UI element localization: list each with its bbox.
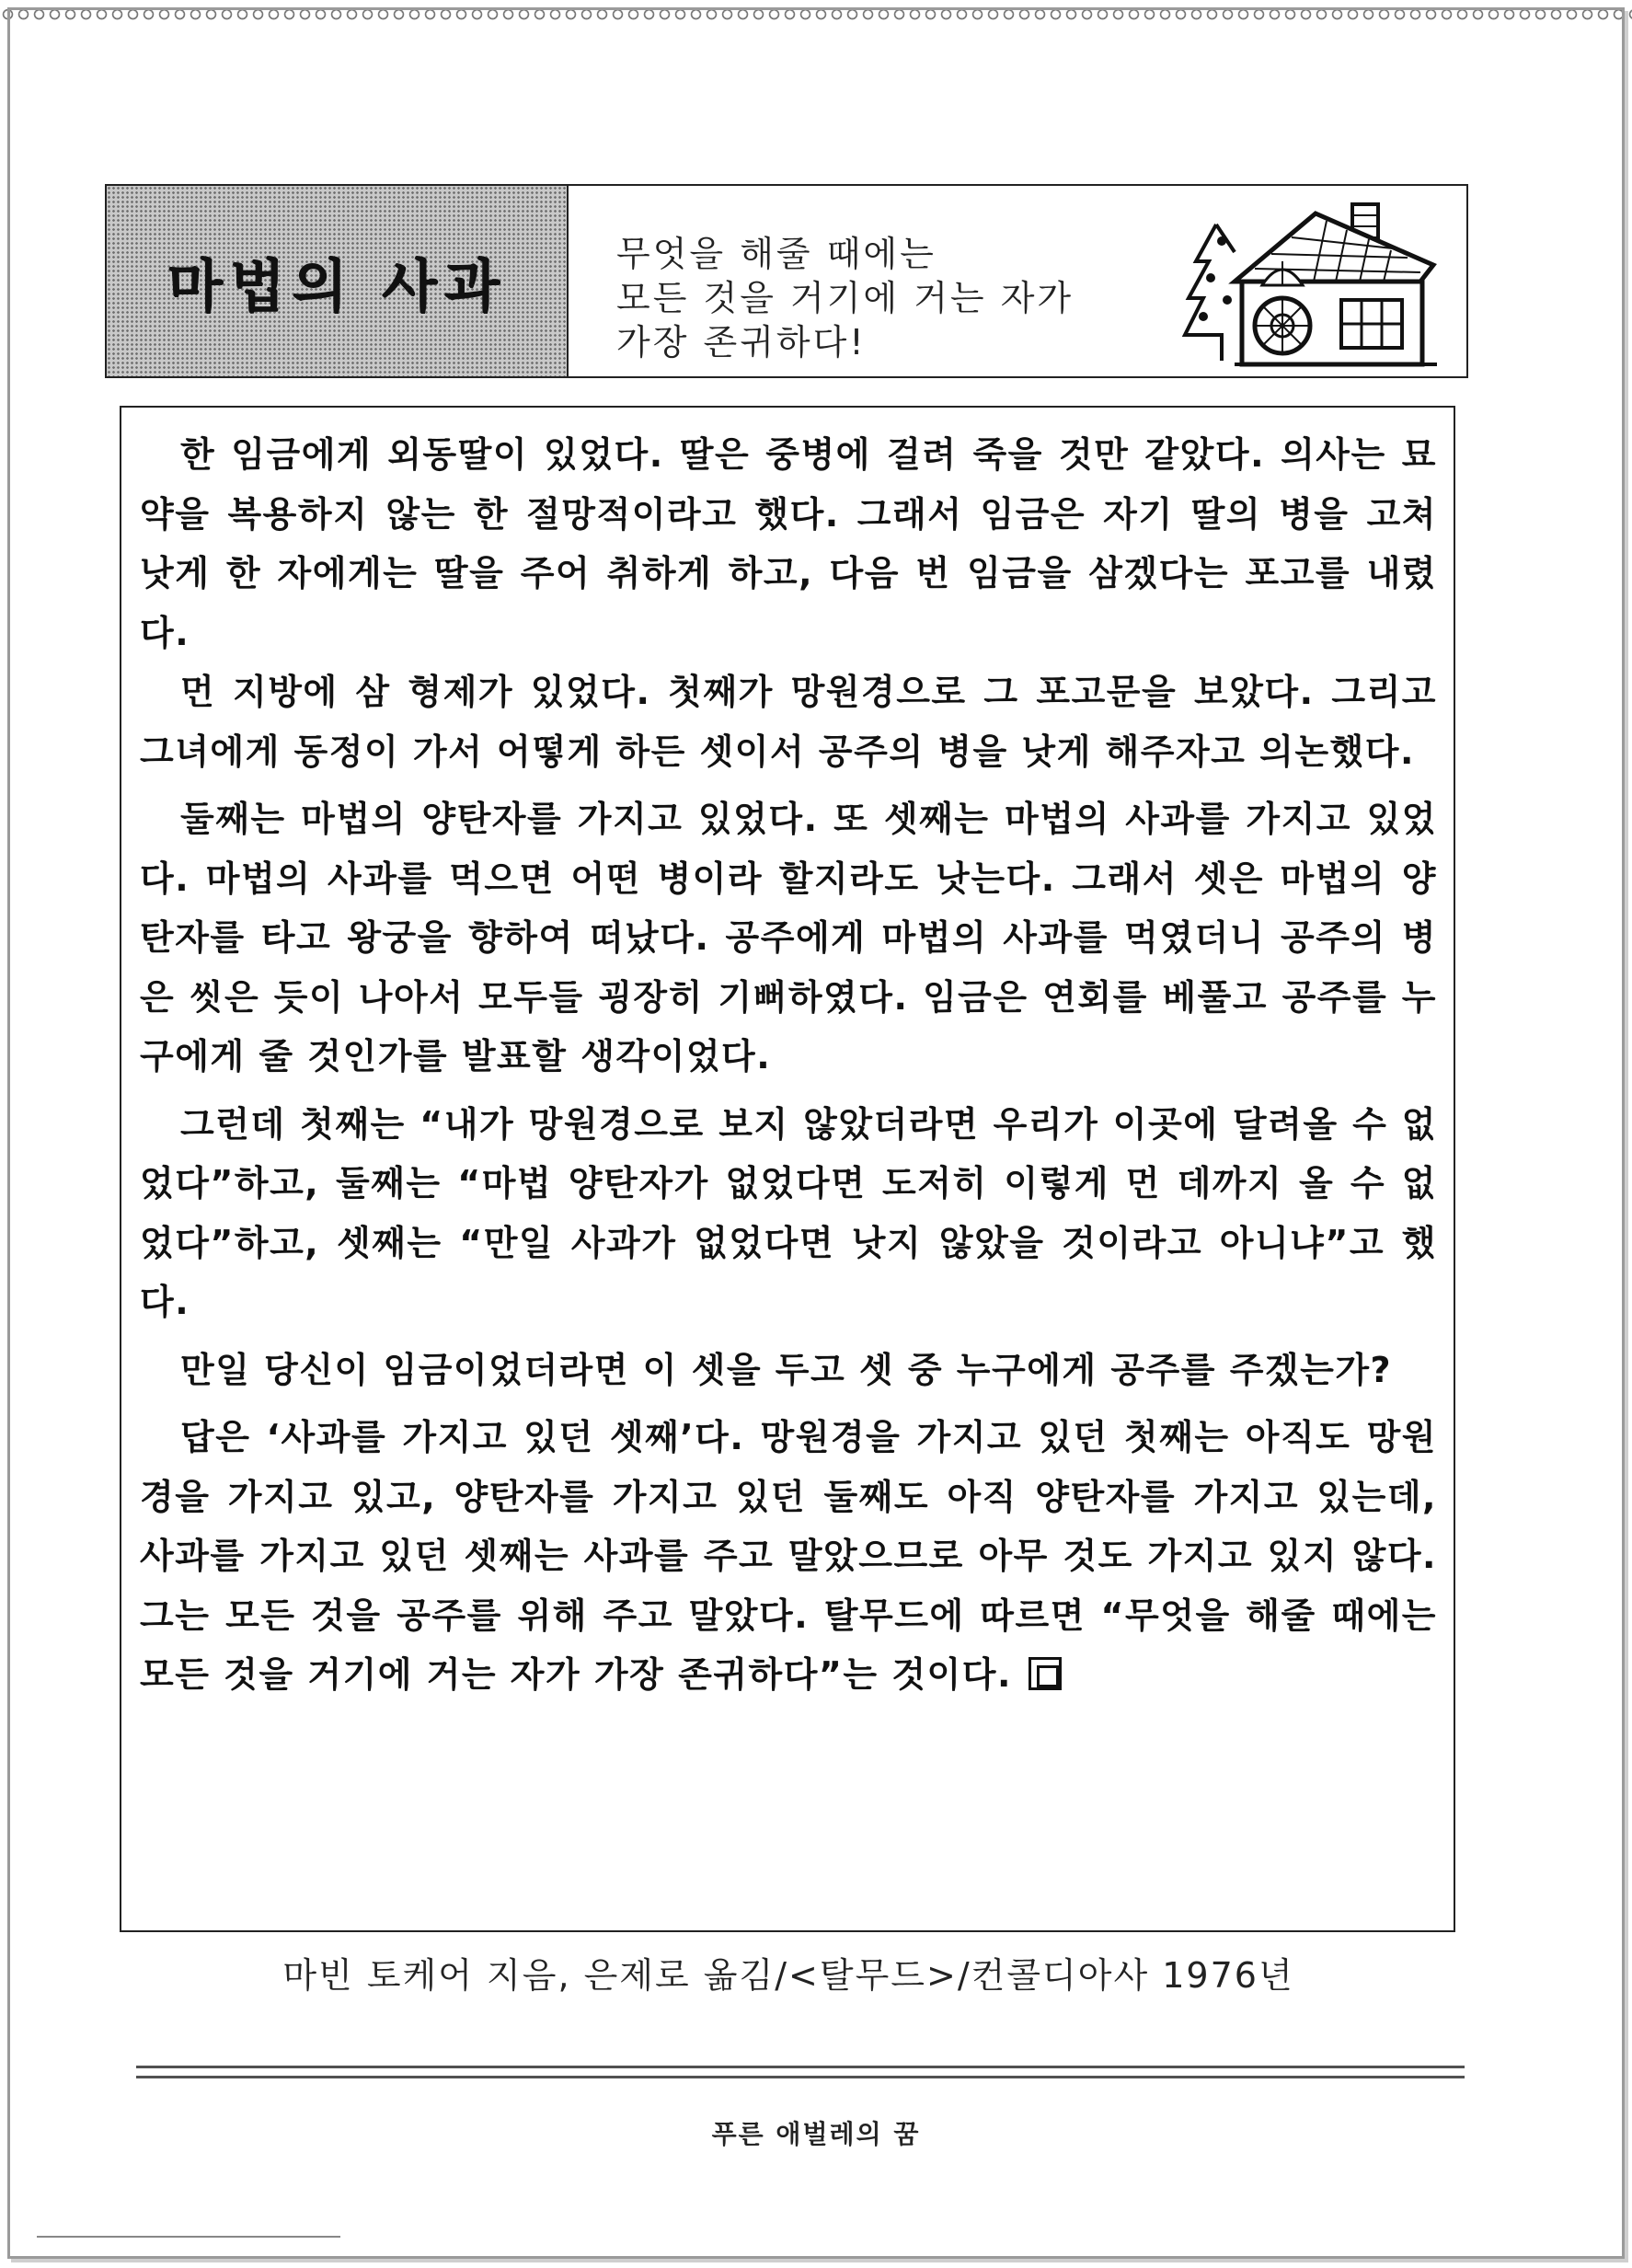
- motto-line: 무엇을 해줄 때에는: [616, 234, 937, 274]
- motto-line: 모든 것을 거기에 거는 자가: [616, 278, 1075, 318]
- story-paragraph: 둘째는 마법의 양탄자를 가지고 있었다. 또 셋째는 마법의 사과를 가지고 있었다. 마법의 사과를 먹으면 어떤 병이라 할지라도 낫는다. 그래서 셋은 마법의 양탄자를 타고 왕궁을 향하여 떠났다. 공주에게 마법의 사과를 먹였더니 공주의 병은 씻은 듯이 나아서 모두들 굉장히 기뻐하였다. 임금은 연회를 베풀고 공주를 누구에게 줄 것인가를 발표할 생각이었다.: [140, 799, 1437, 1076]
- end-mark-icon: [1029, 1657, 1062, 1690]
- motto-line: 가장 존귀하다!: [616, 322, 867, 363]
- story-paragraph: 그런데 첫째는 “내가 망원경으로 보지 않았더라면 우리가 이곳에 달려올 수 없었다”하고, 둘째는 “마법 양탄자가 없었다면 도저히 이렇게 먼 데까지 올 수 없었다”하고, 셋째는 “만일 사과가 없었다면 낫지 않았을 것이라고 아니냐”고 했다.: [140, 1103, 1437, 1322]
- header-box: [105, 184, 1468, 378]
- story-paragraph: 한 임금에게 외동딸이 있었다. 딸은 중병에 걸려 죽을 것만 같았다. 의사는 묘약을 복용하지 않는 한 절망적이라고 했다. 그래서 임금은 자기 딸의 병을 고쳐 낫게 한 자에게는 딸을 주어 취하게 하고, 다음 번 임금을 삼겠다는 포고를 내렸다.: [140, 434, 1437, 653]
- footer-text: 푸른 애벌레의 꿈: [711, 2119, 921, 2149]
- motto-panel: [569, 186, 1466, 376]
- story-paragraph-last: [140, 1408, 1437, 1705]
- title-panel: [107, 186, 569, 376]
- footer-rule: [136, 2066, 1465, 2078]
- citation: 마빈 토케어 지음, 은제로 옮김/<탈무드>/컨콜디아사 1976년: [282, 1955, 1294, 1996]
- story-body: [140, 425, 1437, 1713]
- story-paragraph: 답은 ‘사과를 가지고 있던 셋째’다. 망원경을 가지고 있던 첫째는 아직도 망원경을 가지고 있고, 양탄자를 가지고 있던 둘째도 아직 양탄자를 가지고 있는데, 사과를 가지고 있던 셋째는 사과를 주고 말았으므로 아무 것도 가지고 있지 않다. 그는 모든 것을 공주를 위해 주고 말았다. 탈무드에 따르면 “무엇을 해줄 때에는 모든 것을 거기에 거는 자가 가장 존귀하다”는 것이다.: [140, 1417, 1437, 1695]
- motto: [616, 232, 1074, 364]
- divider: [37, 2236, 340, 2238]
- tree-icon: [1185, 224, 1235, 361]
- story-paragraph: 만일 당신이 임금이었더라면 이 셋을 두고 셋 중 누구에게 공주를 주겠는가?: [180, 1349, 1393, 1390]
- story-paragraph: 먼 지방에 삼 형제가 있었다. 첫째가 망원경으로 그 포고문을 보았다. 그리고 그녀에게 동정이 가서 어떻게 하든 셋이서 공주의 병을 낫게 해주자고 의논했다.: [140, 672, 1437, 772]
- page-title: 마법의 사과: [167, 252, 507, 319]
- house-icon: [1179, 197, 1446, 372]
